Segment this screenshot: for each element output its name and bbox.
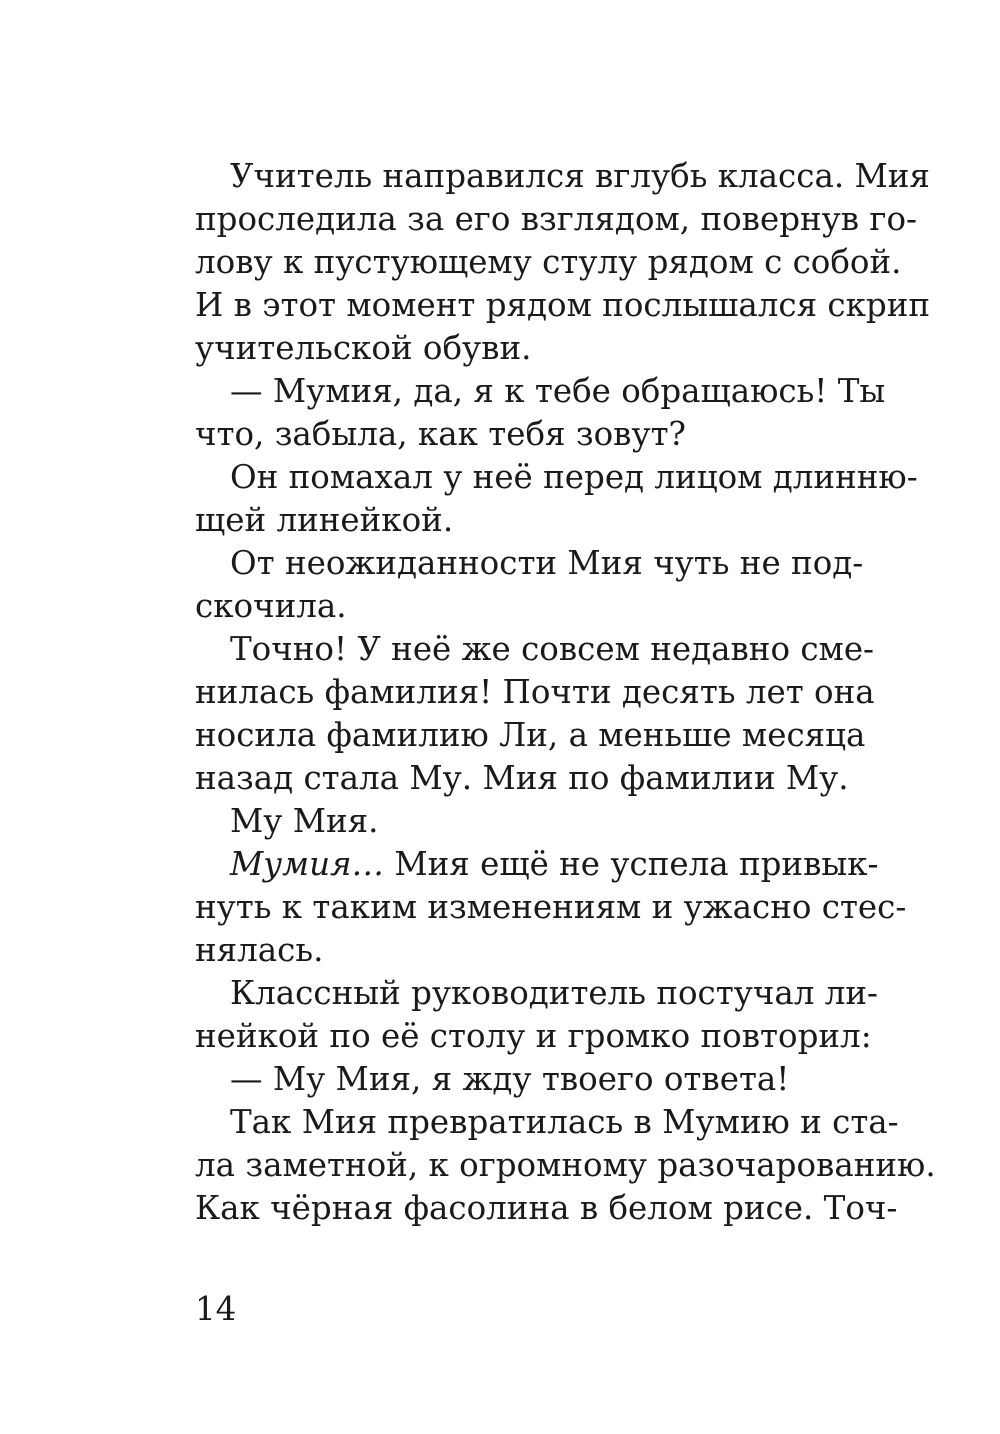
text-line: нялась. [195,931,324,969]
text-line: Он помахал у неё перед лицом длинню- [230,458,918,496]
text-line: И в этот момент рядом послышался скрип [195,286,931,324]
text-line: нилась фамилия! Почти десять лет она [195,673,875,711]
italic-word: Мумия… [230,845,385,883]
page-number: 14 [195,1290,237,1328]
text-line: Так Мия превратилась в Мумию и ста- [230,1103,899,1141]
text-line: От неожиданности Мия чуть не под- [230,544,864,582]
text-line [195,843,879,886]
text-line: что, забыла, как тебя зовут? [195,415,686,453]
text-line: ла заметной, к огромному разочарованию. [195,1146,936,1184]
text-line: Му Мия. [230,802,379,840]
text-line: учительской обуви. [195,329,532,367]
text-line: лову к пустующему стулу рядом с собой. [195,243,902,281]
text-line: щей линейкой. [195,501,454,539]
text-line: Учитель направился вглубь класса. Мия [230,157,930,195]
text-line: Как чёрная фасолина в белом рисе. Точ- [195,1189,898,1227]
text-line: носила фамилию Ли, а меньше месяца [195,716,866,754]
body-text [195,155,936,1230]
text-line: Классный руководитель постучал ли- [230,974,878,1012]
text-line: проследила за его взглядом, повернув го- [195,200,917,238]
text-line: — Му Мия, я жду твоего ответа! [230,1060,790,1098]
text-line: Точно! У неё же совсем недавно сме- [230,630,875,668]
text-line: — Мумия, да, я к тебе обращаюсь! Ты [230,372,886,410]
text-line-rest: Мия ещё не успела привык- [384,845,879,883]
text-line: нейкой по её столу и громко повторил: [195,1017,872,1055]
text-line: нуть к таким изменениям и ужасно стес- [195,888,907,926]
text-line: скочила. [195,587,347,625]
text-line: назад стала Му. Мия по фамилии Му. [195,759,849,797]
